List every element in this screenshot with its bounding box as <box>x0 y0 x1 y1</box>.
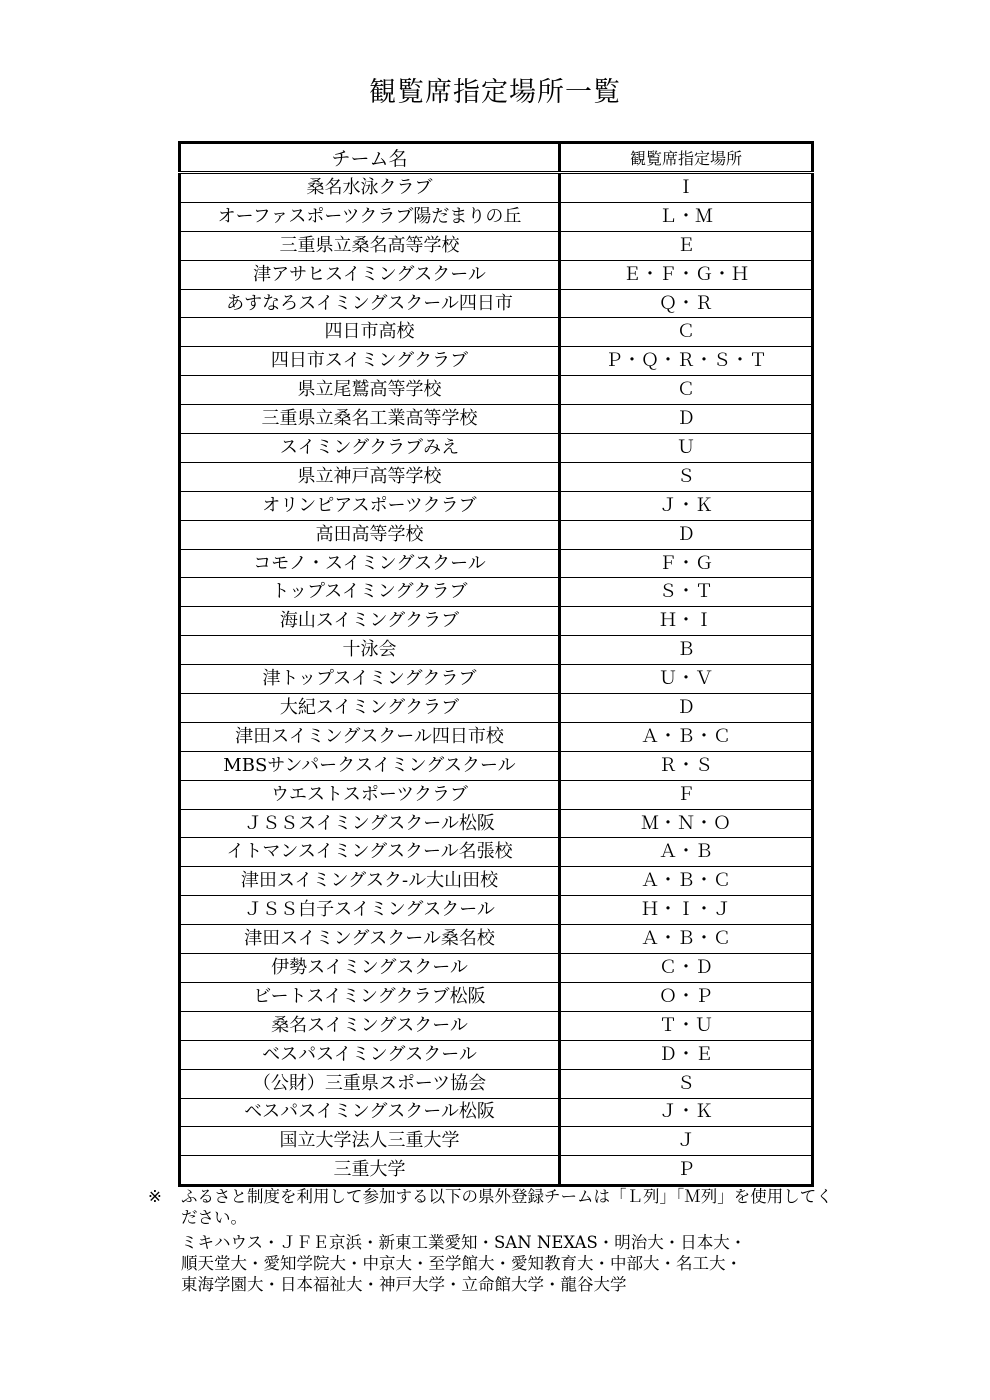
table-row <box>180 405 813 434</box>
team-name-cell: ウエストスポーツクラブ <box>180 780 560 809</box>
seat-location-cell: Ｄ <box>560 520 813 549</box>
seat-location-cell: Ｈ・Ｉ <box>560 607 813 636</box>
team-name-cell: 三重県立桑名工業高等学校 <box>180 405 560 434</box>
table-row <box>180 1156 813 1186</box>
table-row <box>180 578 813 607</box>
team-name-cell: 海山スイミングクラブ <box>180 607 560 636</box>
team-name-cell: イトマンスイミングスクール名張校 <box>180 838 560 867</box>
seat-location-cell: Ｃ <box>560 318 813 347</box>
seat-location-cell: Ｍ・Ｎ・Ｏ <box>560 809 813 838</box>
team-name-cell: 三重県立桑名高等学校 <box>180 231 560 260</box>
table-row <box>180 751 813 780</box>
table-row <box>180 867 813 896</box>
table-row <box>180 462 813 491</box>
note-text: ふるさと制度を利用して参加する以下の県外登録チームは「Ｌ列」「Ｍ列」を使用してください。 <box>181 1187 833 1227</box>
table-row <box>180 838 813 867</box>
team-name-cell: ビートスイミングクラブ松阪 <box>180 982 560 1011</box>
table-row <box>180 549 813 578</box>
team-name-cell: 津田スイミングスクール四日市校 <box>180 722 560 751</box>
seat-location-cell: Ｊ <box>560 1127 813 1156</box>
table-row <box>180 520 813 549</box>
team-list-line: 順天堂大・愛知学院大・中京大・至学館大・愛知教育大・中部大・名工大・ <box>181 1254 742 1273</box>
seat-location-cell: Ｃ・Ｄ <box>560 954 813 983</box>
seat-location-cell: Ｂ <box>560 636 813 665</box>
team-name-cell: 桑名スイミングスクール <box>180 1011 560 1040</box>
team-name-cell: 高田高等学校 <box>180 520 560 549</box>
table-row <box>180 347 813 376</box>
seat-location-cell: Ｔ・Ｕ <box>560 1011 813 1040</box>
seat-location-cell: Ｒ・Ｓ <box>560 751 813 780</box>
table-row <box>180 173 813 203</box>
table-row <box>180 607 813 636</box>
team-name-cell: ベスパスイミングスクール松阪 <box>180 1098 560 1127</box>
team-name-cell: ＪＳＳスイミングスクール松阪 <box>180 809 560 838</box>
team-name-cell: MBSサンパークスイミングスクール <box>180 751 560 780</box>
table-row <box>180 1127 813 1156</box>
seat-location-cell: Ｐ・Ｑ・Ｒ・Ｓ・Ｔ <box>560 347 813 376</box>
table-row <box>180 954 813 983</box>
seat-location-cell: Ｄ・Ｅ <box>560 1040 813 1069</box>
table-row <box>180 809 813 838</box>
seat-location-cell: Ｓ <box>560 1069 813 1098</box>
table-row <box>180 665 813 694</box>
table-row <box>180 202 813 231</box>
table-row <box>180 1069 813 1098</box>
table-row <box>180 260 813 289</box>
team-name-cell: 津田スイミングスクール桑名校 <box>180 925 560 954</box>
seat-assignment-table <box>178 141 814 1187</box>
team-name-cell: 十泳会 <box>180 636 560 665</box>
seat-location-cell: Ｈ・Ｉ・Ｊ <box>560 896 813 925</box>
table-body <box>180 173 813 1186</box>
seat-location-cell: Ｅ・Ｆ・Ｇ・Ｈ <box>560 260 813 289</box>
seat-location-cell: Ｓ・Ｔ <box>560 578 813 607</box>
table-row <box>180 318 813 347</box>
table-row <box>180 491 813 520</box>
team-list-line: 東海学園大・日本福祉大・神戸大学・立命館大学・龍谷大学 <box>181 1275 627 1294</box>
team-name-cell: トップスイミングクラブ <box>180 578 560 607</box>
seat-location-cell: Ａ・Ｂ <box>560 838 813 867</box>
team-name-header: チーム名 <box>180 143 560 173</box>
seat-location-cell: Ｌ・Ｍ <box>560 202 813 231</box>
table-row <box>180 694 813 723</box>
table-row <box>180 289 813 318</box>
seat-location-cell: Ｊ・Ｋ <box>560 491 813 520</box>
team-name-cell: コモノ・スイミングスクール <box>180 549 560 578</box>
team-name-cell: ＪＳＳ白子スイミングスクール <box>180 896 560 925</box>
team-name-cell: 津トップスイミングクラブ <box>180 665 560 694</box>
table-row <box>180 1098 813 1127</box>
team-name-cell: オリンピアスポーツクラブ <box>180 491 560 520</box>
team-name-cell: 四日市高校 <box>180 318 560 347</box>
team-name-cell: （公財）三重県スポーツ協会 <box>180 1069 560 1098</box>
seat-location-cell: Ａ・Ｂ・Ｃ <box>560 722 813 751</box>
team-name-cell: 大紀スイミングクラブ <box>180 694 560 723</box>
team-name-cell: 国立大学法人三重大学 <box>180 1127 560 1156</box>
seat-location-cell: Ｑ・Ｒ <box>560 289 813 318</box>
seat-location-cell: Ｓ <box>560 462 813 491</box>
table-row <box>180 780 813 809</box>
table-row <box>180 1011 813 1040</box>
team-name-cell: スイミングクラブみえ <box>180 434 560 463</box>
team-name-cell: 県立神戸高等学校 <box>180 462 560 491</box>
seat-location-cell: Ａ・Ｂ・Ｃ <box>560 867 813 896</box>
table-header-row <box>180 143 813 173</box>
seat-location-cell: Ｄ <box>560 405 813 434</box>
table-row <box>180 636 813 665</box>
team-name-cell: オーファスポーツクラブ陽だまりの丘 <box>180 202 560 231</box>
team-name-cell: 津田スイミングスク-ル大山田校 <box>180 867 560 896</box>
seat-location-cell: Ｊ・Ｋ <box>560 1098 813 1127</box>
seat-location-cell: Ｆ <box>560 780 813 809</box>
note-mark: ※ <box>148 1187 162 1206</box>
table-row <box>180 722 813 751</box>
team-name-cell: 県立尾鷲高等学校 <box>180 376 560 405</box>
team-name-cell: 四日市スイミングクラブ <box>180 347 560 376</box>
seat-location-cell: Ｄ <box>560 694 813 723</box>
page-title: 観覧席指定場所一覧 <box>369 77 621 108</box>
seat-location-header: 観覧席指定場所 <box>560 143 813 173</box>
team-name-cell: 桑名水泳クラブ <box>180 173 560 203</box>
seat-location-cell: Ｕ・Ｖ <box>560 665 813 694</box>
table-row <box>180 434 813 463</box>
table-row <box>180 1040 813 1069</box>
seat-location-cell: Ａ・Ｂ・Ｃ <box>560 925 813 954</box>
table-row <box>180 896 813 925</box>
seat-location-cell: Ｉ <box>560 173 813 203</box>
seat-location-cell: Ｕ <box>560 434 813 463</box>
out-of-prefecture-team-list <box>181 1232 841 1295</box>
seat-location-cell: Ｅ <box>560 231 813 260</box>
team-name-cell: 伊勢スイミングスクール <box>180 954 560 983</box>
team-name-cell: 津アサヒスイミングスクール <box>180 260 560 289</box>
table-row <box>180 925 813 954</box>
seat-location-cell: Ｐ <box>560 1156 813 1186</box>
team-name-cell: ベスパスイミングスクール <box>180 1040 560 1069</box>
seat-location-cell: Ｆ・Ｇ <box>560 549 813 578</box>
table-row <box>180 231 813 260</box>
seat-location-cell: Ｏ・Ｐ <box>560 982 813 1011</box>
table-row <box>180 376 813 405</box>
seat-location-cell: Ｃ <box>560 376 813 405</box>
team-name-cell: あすなろスイミングスクール四日市 <box>180 289 560 318</box>
team-name-cell: 三重大学 <box>180 1156 560 1186</box>
team-list-line: ミキハウス・ＪＦＥ京浜・新東工業愛知・SAN NEXAS・明治大・日本大・ <box>181 1233 747 1252</box>
table-row <box>180 982 813 1011</box>
